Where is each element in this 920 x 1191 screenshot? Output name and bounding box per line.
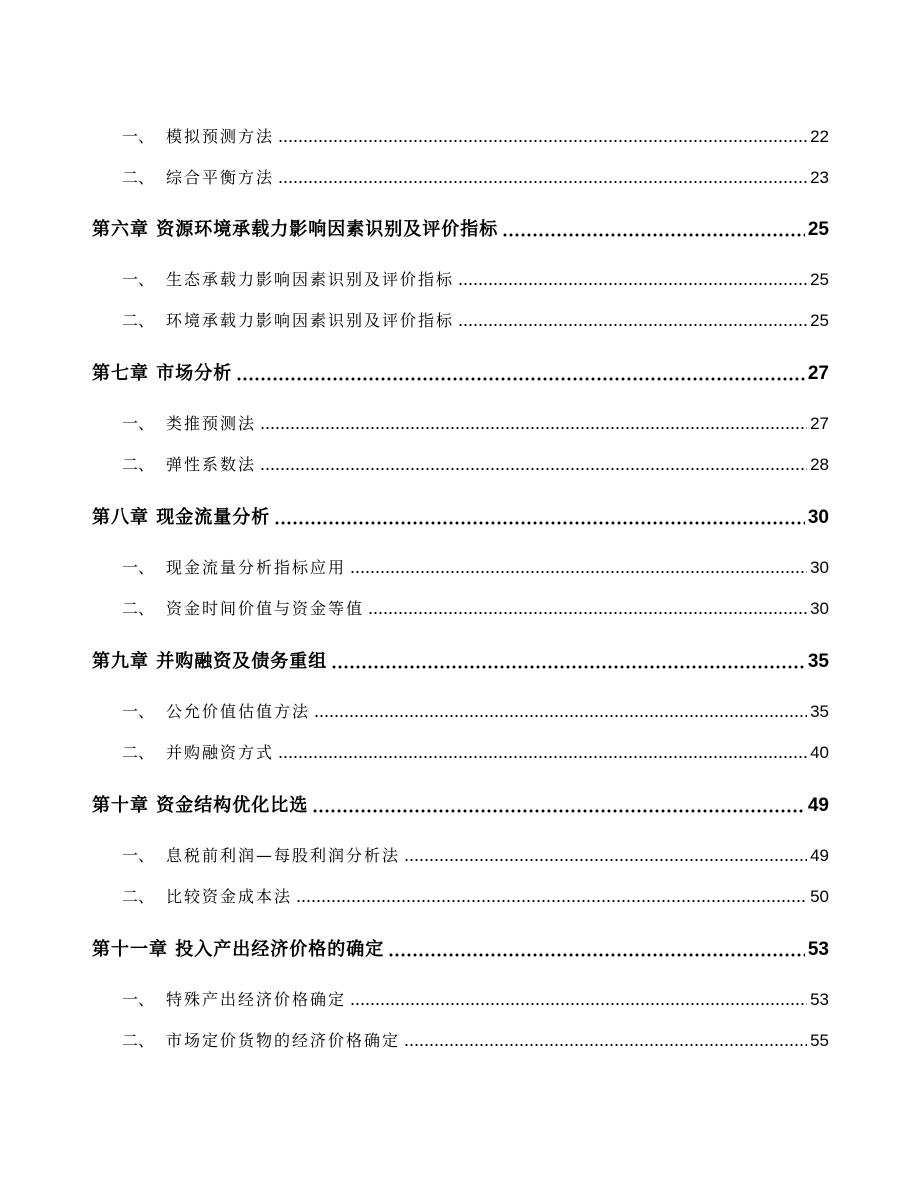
toc-dot-leader — [388, 953, 805, 957]
toc-entry-section[interactable] — [122, 987, 829, 1010]
toc-dot-leader — [260, 467, 807, 471]
toc-entry-page: 23 — [810, 168, 829, 187]
toc-entry-number: 二、 — [122, 311, 155, 330]
toc-entry-chapter[interactable] — [92, 359, 829, 385]
toc-entry-page: 55 — [810, 1031, 829, 1050]
toc-entry-number: 二、 — [122, 743, 155, 762]
toc-entry-section[interactable] — [122, 596, 829, 619]
toc-entry-page: 30 — [810, 558, 829, 577]
toc-entry-section[interactable] — [122, 740, 829, 763]
toc-dot-leader — [350, 570, 807, 574]
toc-entry-page: 28 — [810, 455, 829, 474]
toc-entry-page: 40 — [810, 743, 829, 762]
toc-dot-leader — [404, 858, 807, 862]
toc-entry-page: 30 — [810, 599, 829, 618]
toc-entry-section[interactable] — [122, 555, 829, 578]
toc-entry-title: 比较资金成本法 — [166, 887, 293, 906]
toc-entry-section[interactable] — [122, 843, 829, 866]
toc-entry-section[interactable] — [122, 884, 829, 907]
toc-entry-title: 第十一章 投入产出经济价格的确定 — [92, 939, 385, 960]
toc-dot-leader — [274, 521, 805, 525]
toc-entry-title: 综合平衡方法 — [166, 168, 275, 187]
toc-entry-title: 生态承载力影响因素识别及评价指标 — [166, 270, 455, 289]
toc-entry-page: 27 — [807, 363, 829, 384]
toc-entry-section[interactable] — [122, 1028, 829, 1051]
toc-entry-title: 第九章 并购融资及债务重组 — [92, 651, 328, 672]
toc-dot-leader — [278, 139, 807, 143]
toc-entry-number: 一、 — [122, 846, 155, 865]
toc-dot-leader — [260, 426, 807, 430]
toc-dot-leader — [278, 755, 807, 759]
toc-entry-title: 类推预测法 — [166, 414, 257, 433]
toc-dot-leader — [296, 899, 807, 903]
toc-entry-title: 第六章 资源环境承载力影响因素识别及评价指标 — [92, 219, 499, 240]
toc-entry-title: 特殊产出经济价格确定 — [166, 990, 347, 1009]
toc-dot-leader — [458, 323, 807, 327]
toc-entry-section[interactable] — [122, 411, 829, 434]
toc-entry-section[interactable] — [122, 699, 829, 722]
toc-entry-section[interactable] — [122, 267, 829, 290]
toc-entry-title: 第十章 资金结构优化比选 — [92, 795, 309, 816]
toc-entry-page: 27 — [810, 414, 829, 433]
toc-entry-number: 二、 — [122, 887, 155, 906]
toc-entry-chapter[interactable] — [92, 791, 829, 817]
toc-entry-title: 弹性系数法 — [166, 455, 257, 474]
toc-entry-number: 一、 — [122, 702, 155, 721]
toc-dot-leader — [236, 377, 805, 381]
toc-dot-leader — [404, 1043, 807, 1047]
toc-entry-chapter[interactable] — [92, 503, 829, 529]
toc-entry-page: 53 — [810, 990, 829, 1009]
toc-entry-title: 模拟预测方法 — [166, 127, 275, 146]
toc-dot-leader — [368, 611, 807, 615]
toc-entry-title: 第七章 市场分析 — [92, 363, 233, 384]
toc-entry-page: 25 — [807, 219, 829, 240]
toc-entry-title: 环境承载力影响因素识别及评价指标 — [166, 311, 455, 330]
toc-entry-number: 二、 — [122, 599, 155, 618]
toc-entry-section[interactable] — [122, 124, 829, 147]
toc-entry-number: 一、 — [122, 414, 155, 433]
toc-entry-page: 49 — [807, 795, 829, 816]
toc-entry-number: 二、 — [122, 1031, 155, 1050]
toc-entry-page: 50 — [810, 887, 829, 906]
toc-entry-number: 一、 — [122, 127, 155, 146]
toc-entry-chapter[interactable] — [92, 935, 829, 961]
toc-entry-page: 35 — [807, 651, 829, 672]
toc-dot-leader — [350, 1002, 807, 1006]
toc-entry-page: 30 — [807, 507, 829, 528]
toc-entry-title: 并购融资方式 — [166, 743, 275, 762]
toc-dot-leader — [502, 233, 805, 237]
toc-entry-title: 息税前利润—每股利润分析法 — [166, 846, 401, 865]
toc-entry-chapter[interactable] — [92, 215, 829, 241]
toc-entry-number: 一、 — [122, 270, 155, 289]
toc-entry-page: 25 — [810, 270, 829, 289]
toc-dot-leader — [331, 665, 805, 669]
toc-dot-leader — [312, 809, 805, 813]
toc-entry-number: 一、 — [122, 990, 155, 1009]
toc-entry-page: 25 — [810, 311, 829, 330]
toc-entry-title: 现金流量分析指标应用 — [166, 558, 347, 577]
toc-entry-page: 53 — [807, 939, 829, 960]
toc-entry-section[interactable] — [122, 308, 829, 331]
toc-entry-number: 二、 — [122, 168, 155, 187]
toc-entry-title: 资金时间价值与资金等值 — [166, 599, 365, 618]
toc-entry-title: 第八章 现金流量分析 — [92, 507, 271, 528]
toc-entry-page: 49 — [810, 846, 829, 865]
toc-dot-leader — [278, 180, 807, 184]
toc-entry-number: 一、 — [122, 558, 155, 577]
toc-entry-section[interactable] — [122, 452, 829, 475]
toc-dot-leader — [314, 714, 807, 718]
toc-entry-title: 市场定价货物的经济价格确定 — [166, 1031, 401, 1050]
toc-entry-section[interactable] — [122, 165, 829, 188]
toc-entry-page: 35 — [810, 702, 829, 721]
toc-entry-title: 公允价值估值方法 — [166, 702, 311, 721]
toc-entry-page: 22 — [810, 127, 829, 146]
toc-entry-number: 二、 — [122, 455, 155, 474]
toc-entry-chapter[interactable] — [92, 647, 829, 673]
toc-dot-leader — [458, 282, 807, 286]
